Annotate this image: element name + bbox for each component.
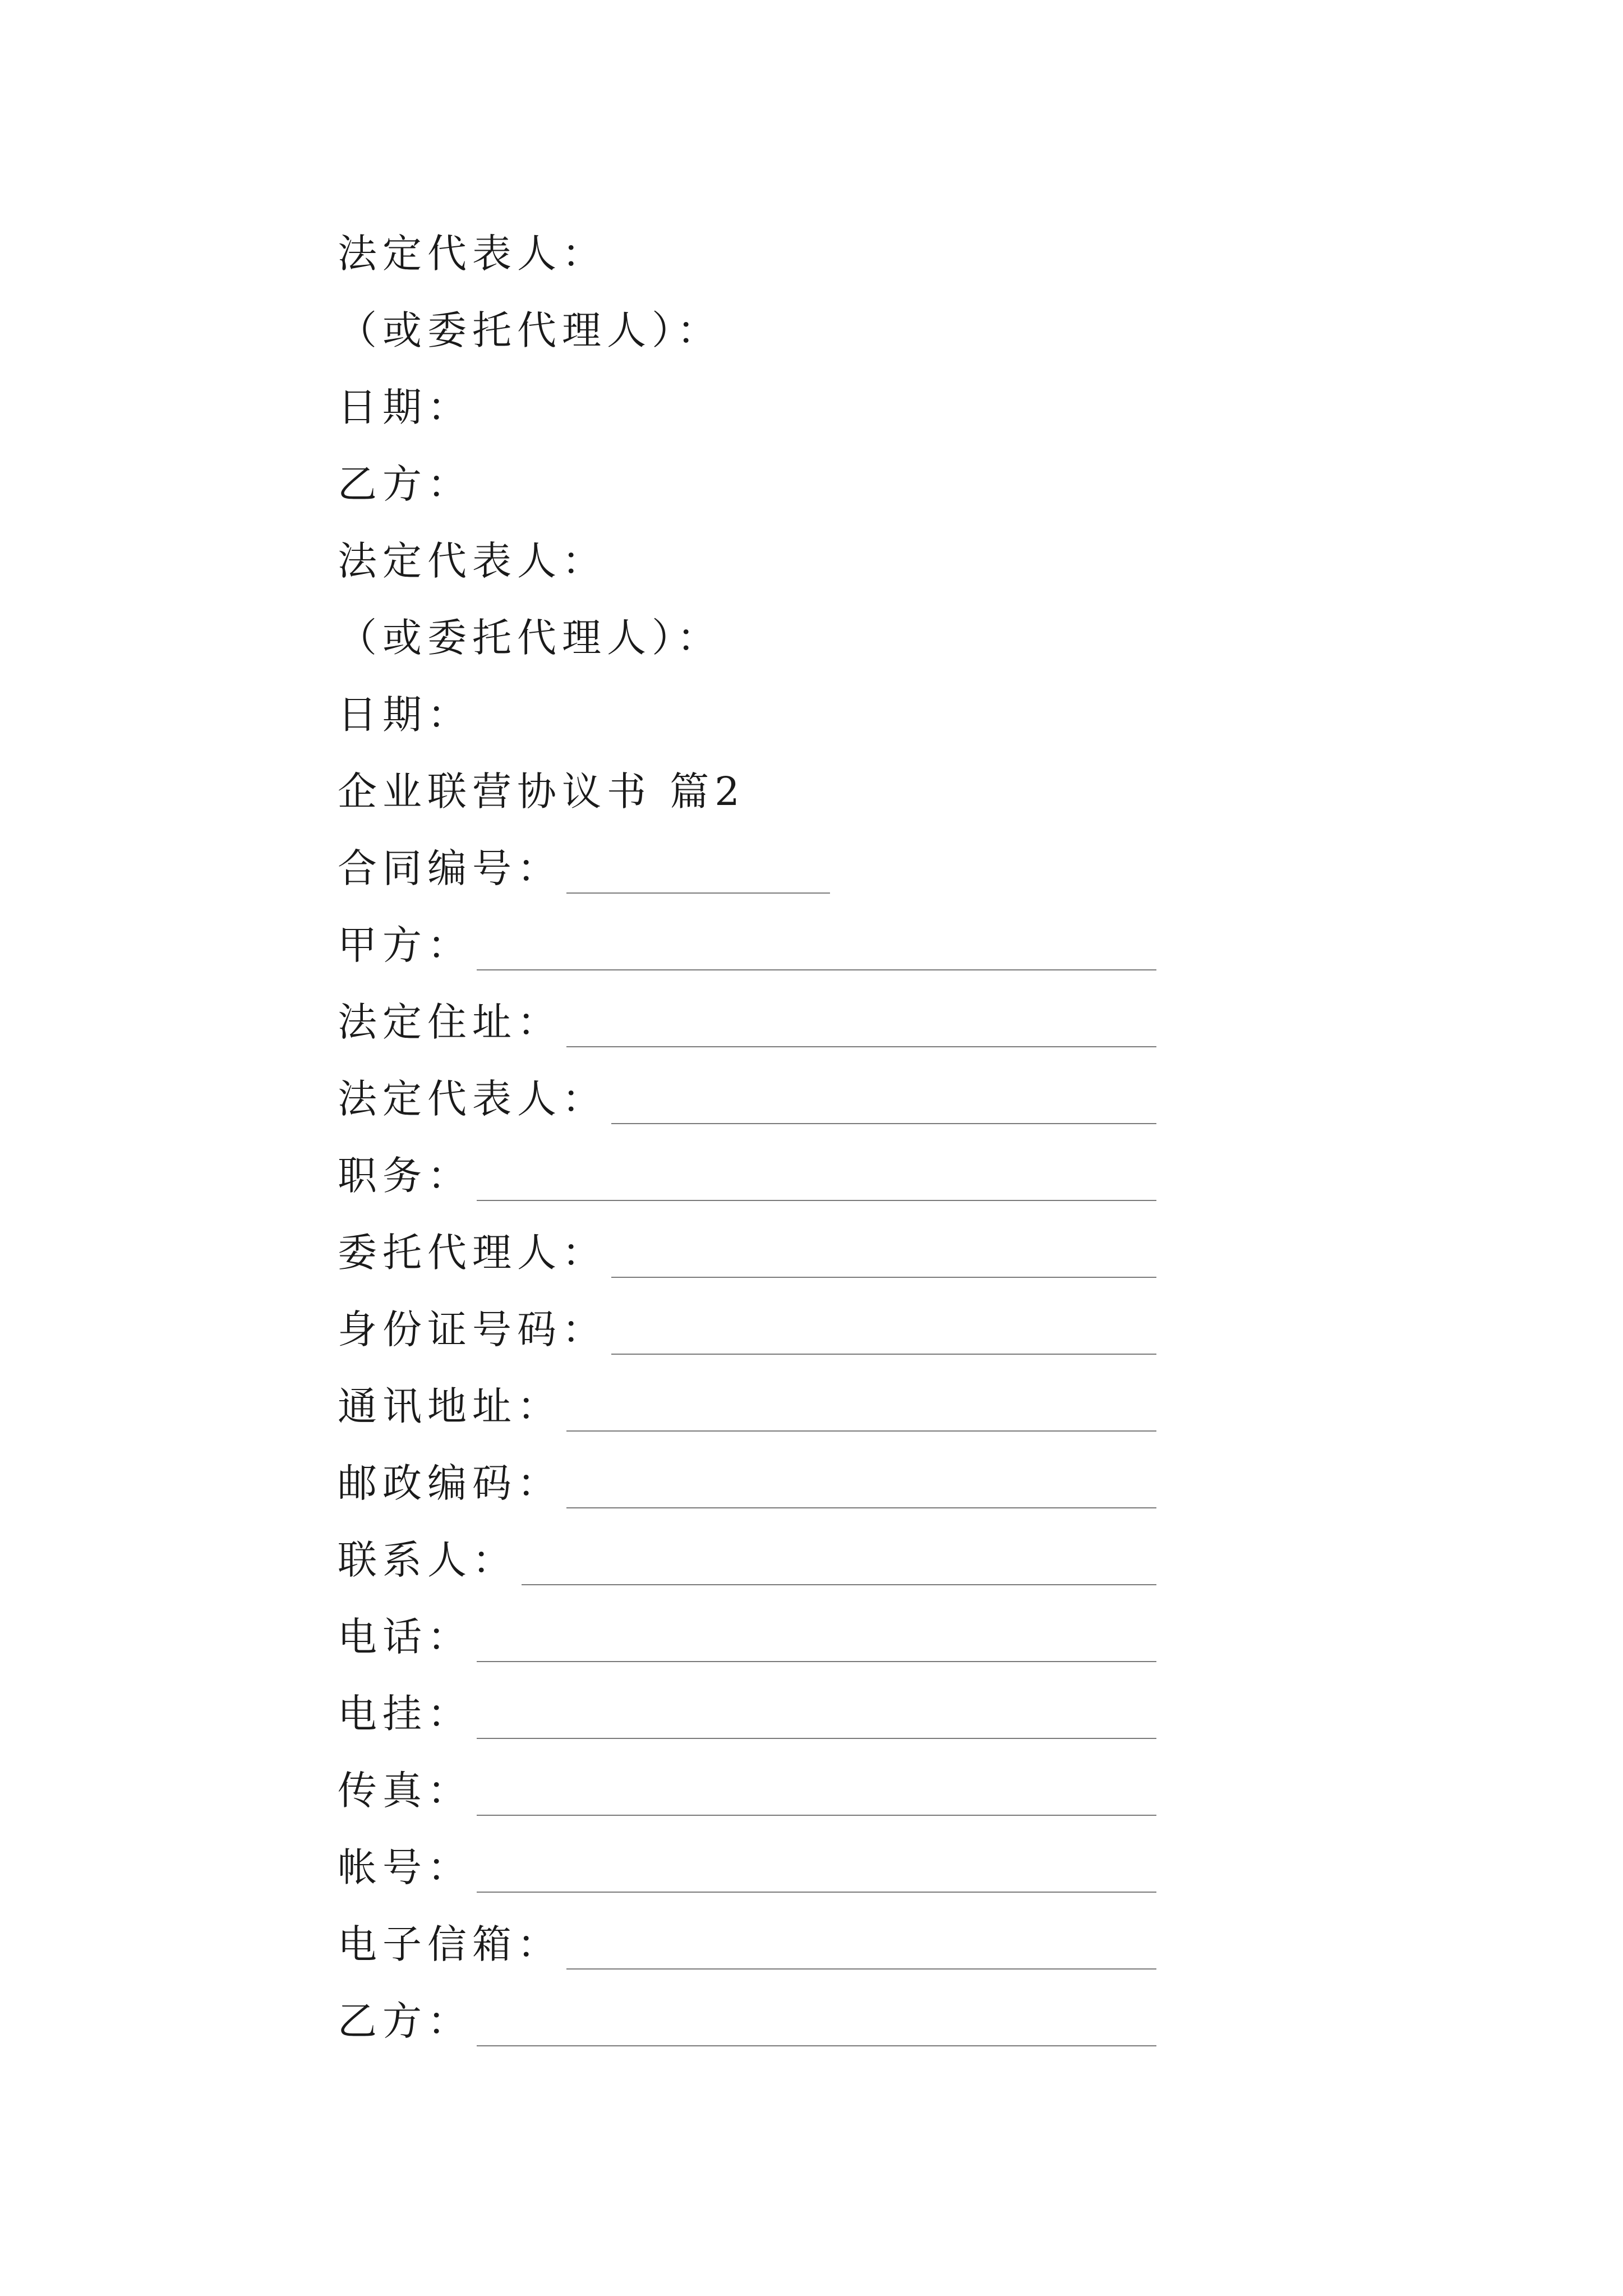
line-label: 法定代表人： [338,538,607,584]
field-label: 帐号： [338,1844,472,1890]
field-account [338,1826,1156,1903]
field-blank[interactable] [477,930,1156,970]
signature-date-b [338,673,1156,750]
field-blank[interactable] [566,1468,1156,1508]
field-blank[interactable] [477,1852,1156,1893]
field-agent [338,1211,1156,1288]
field-blank[interactable] [477,1161,1156,1201]
line-label: 日期： [338,692,472,738]
field-phone [338,1595,1156,1672]
field-blank[interactable] [477,1622,1156,1662]
field-blank[interactable] [477,1699,1156,1739]
field-blank[interactable] [566,1007,1156,1047]
field-mail-address [338,1365,1156,1442]
line-label: 法定代表人： [338,231,607,277]
section-title-text: 企业联营协议书 篇2 [338,769,745,815]
field-label: 邮政编码： [338,1460,562,1506]
signature-date-a [338,366,1156,443]
field-label: 委托代理人： [338,1230,607,1276]
field-blank[interactable] [611,1084,1156,1124]
field-label: 联系人： [338,1537,517,1583]
line-label: 日期： [338,384,472,430]
field-label: 身份证号码： [338,1306,607,1352]
signature-legal-rep-b [338,519,1156,596]
field-blank[interactable] [477,2006,1156,2046]
field-fax [338,1749,1156,1826]
field-telegraph [338,1672,1156,1749]
contract-number-label: 合同编号： [338,845,562,891]
field-party-a [338,904,1156,981]
field-label: 电子信箱： [338,1921,562,1967]
field-blank[interactable] [566,1929,1156,1970]
signature-legal-rep-a [338,212,1156,289]
field-party-b [338,1980,1156,2056]
field-label: 法定住址： [338,999,562,1045]
field-blank[interactable] [566,1391,1156,1432]
field-label: 职务： [338,1153,472,1199]
contract-number-row [338,827,1156,904]
field-blank[interactable] [611,1237,1156,1278]
field-legal-rep [338,1057,1156,1134]
field-position [338,1134,1156,1211]
field-blank[interactable] [477,1775,1156,1816]
field-id-number [338,1288,1156,1365]
signature-agent-a [338,289,1156,366]
line-label: （或委托代理人）： [338,615,722,661]
field-label: 乙方： [338,1998,472,2044]
field-label: 通讯地址： [338,1383,562,1429]
section-title [338,750,1156,827]
party-b-heading [338,443,1156,519]
line-label: 乙方： [338,461,472,507]
field-postal-code [338,1442,1156,1519]
line-label: （或委托代理人）： [338,307,722,353]
contract-number-blank[interactable] [566,853,830,894]
signature-agent-b [338,596,1156,673]
field-email [338,1903,1156,1980]
field-label: 电话： [338,1614,472,1660]
field-contact [338,1519,1156,1595]
field-label: 法定代表人： [338,1076,607,1122]
field-label: 传真： [338,1768,472,1814]
field-label: 电挂： [338,1691,472,1737]
field-label: 甲方： [338,922,472,968]
field-legal-address [338,981,1156,1057]
field-blank[interactable] [522,1545,1156,1585]
document-content [338,212,1156,2056]
field-blank[interactable] [611,1314,1156,1355]
